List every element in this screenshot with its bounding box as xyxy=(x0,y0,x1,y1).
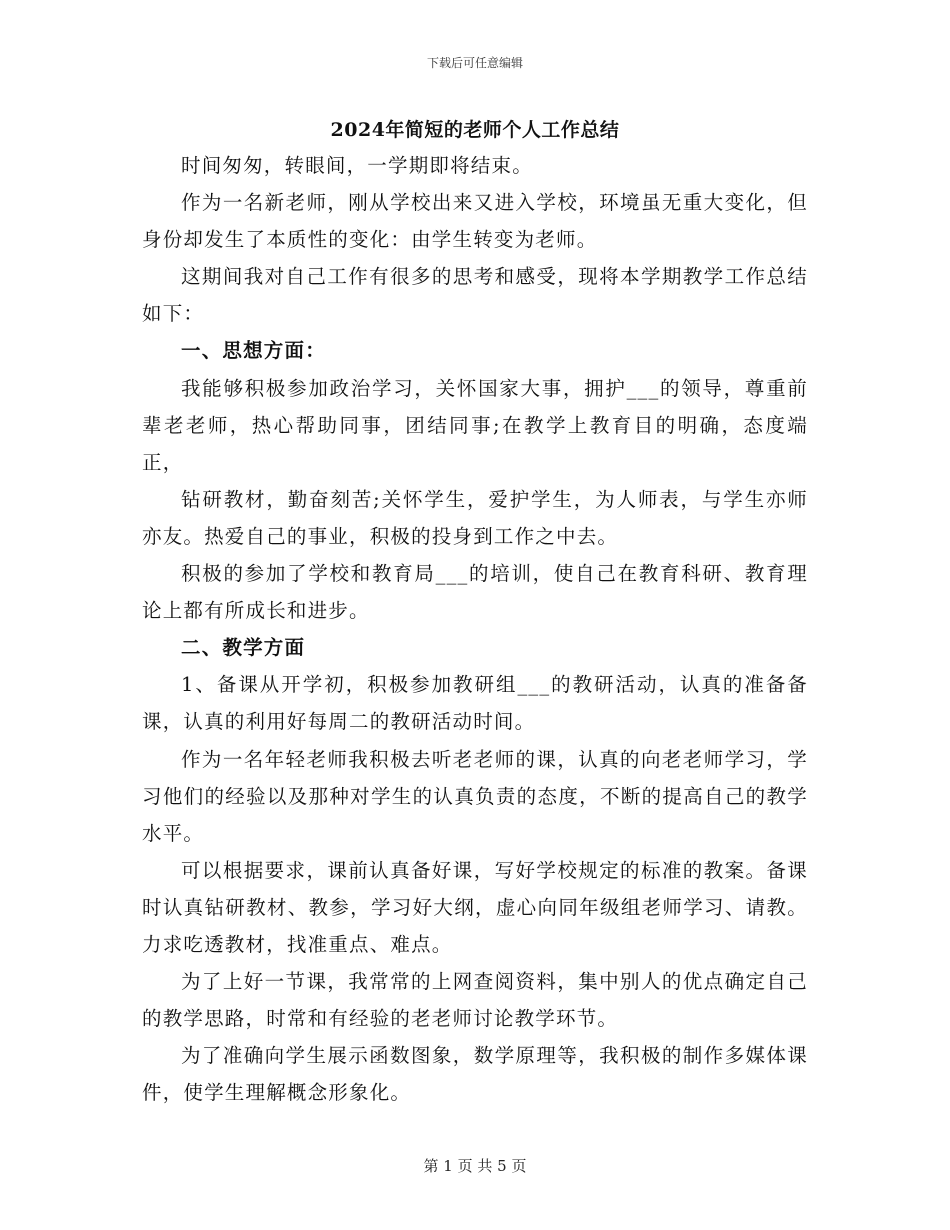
paragraph: 可以根据要求，课前认真备好课，写好学校规定的标准的教案。备课时认真钻研教材、教参，学习好大纲，虚心向同年级组老师学习、请教。力求吃透教材，找准重点、难点。 xyxy=(142,858,808,956)
document-body xyxy=(142,147,808,1111)
page-number-footer: 第 1 页 共 5 页 xyxy=(423,1157,527,1175)
paragraph: 1、备课从开学初，积极参加教研组___的教研活动，认真的准备备课，认真的利用好每周二的教研活动时间。 xyxy=(142,673,808,734)
paragraph: 作为一名年轻老师我积极去听老老师的课，认真的向老老师学习，学习他们的经验以及那种对学生的认真负责的态度，不断的提高自己的教学水平。 xyxy=(142,747,808,845)
paragraph: 为了上好一节课，我常常的上网查阅资料，集中别人的优点确定自己的教学思路，时常和有经验的老老师讨论教学环节。 xyxy=(142,970,808,1031)
document-title: 2024年简短的老师个人工作总结 xyxy=(330,119,620,141)
page-header-note: 下载后可任意编辑 xyxy=(426,56,523,70)
paragraph: 这期间我对自己工作有很多的思考和感受，现将本学期教学工作总结如下： xyxy=(142,265,808,326)
paragraph: 作为一名新老师，刚从学校出来又进入学校，环境虽无重大变化，但身份却发生了本质性的变化：由学生转变为老师。 xyxy=(142,191,808,252)
paragraph: 积极的参加了学校和教育局___的培训，使自己在教育科研、教育理论上都有所成长和进步。 xyxy=(142,562,808,623)
paragraph: 时间匆匆，转眼间，一学期即将结束。 xyxy=(181,154,533,177)
paragraph: 钻研教材，勤奋刻苦;关怀学生，爱护学生，为人师表，与学生亦师亦友。热爱自己的事业，积极的投身到工作之中去。 xyxy=(142,487,808,548)
paragraph: 我能够积极参加政治学习，关怀国家大事，拥护___的领导，尊重前辈老老师，热心帮助同事，团结同事;在教学上教育目的明确，态度端正， xyxy=(142,376,808,474)
section-heading-thought: 一、思想方面： xyxy=(181,339,326,363)
section-heading-teaching: 二、教学方面 xyxy=(181,636,306,660)
paragraph: 为了准确向学生展示函数图象，数学原理等，我积极的制作多媒体课件，使学生理解概念形象化。 xyxy=(142,1044,808,1105)
